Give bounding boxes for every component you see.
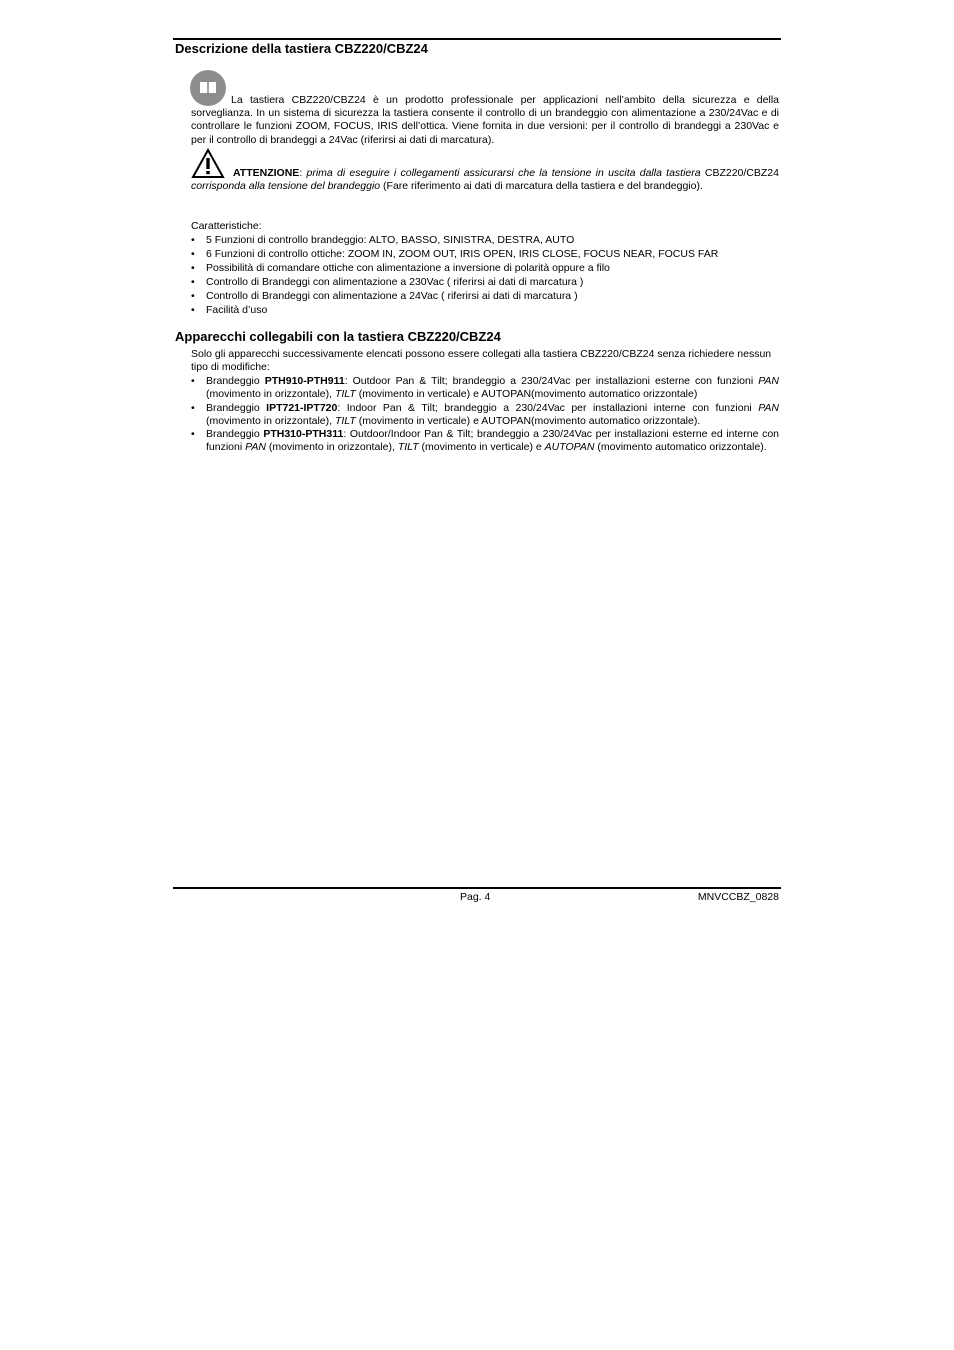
- page-number: Pag. 4: [460, 891, 491, 903]
- section-heading-description: Descrizione della tastiera CBZ220/CBZ24: [175, 41, 428, 56]
- warning-italic-2: corrisponda alla tensione del brandeggio: [191, 180, 381, 193]
- model-name: IPT721-IPT720: [266, 401, 338, 414]
- warning-paragraph: [191, 167, 779, 193]
- intro-paragraph: La tastiera CBZ220/CBZ24 è un prodotto professionale per applicazioni nell’ambito della sicurezza e della sorveglianza. In un sistema di sicurezza la tastiera consente il controllo di un brandeggio con alimentazione a 230/24Vac e di controllare le funzioni ZOOM, FOCUS, IRIS dell’ottica. Viene fornita in due versioni: per il controllo di brandeggi a 230Vac e per il controllo di brandeggi a 24Vac (riferirsi ai dati di marcatura).: [191, 94, 779, 146]
- devices-list: [191, 375, 779, 455]
- list-item: • Controllo di Brandeggi con alimentazione a 24Vac ( riferirsi ai dati di marcatura ): [191, 290, 779, 304]
- list-item: • Brandeggio IPT721-IPT720: Indoor Pan & Tilt; brandeggio a 230/24Vac per installazioni interne con funzioni PAN (movimento in orizzontale), TILT (movimento in verticale) e AUTOPAN(movimento automatico orizzontale).: [191, 402, 779, 429]
- features-label: Caratteristiche:: [191, 220, 262, 232]
- warning-text-2: (Fare riferimento ai dati di marcatura della tastiera e del brandeggio).: [380, 180, 703, 193]
- warning-separator: :: [299, 167, 307, 179]
- top-rule: [173, 38, 781, 40]
- model-name: PTH310-PTH311: [263, 428, 344, 441]
- list-item: • Possibilità di comandare ottiche con alimentazione a inversione di polarità oppure a filo: [191, 262, 779, 276]
- list-item: • Brandeggio PTH310-PTH311: Outdoor/Indoor Pan & Tilt; brandeggio a 230/24Vac per installazioni esterne ed interne con funzioni PAN (movimento in orizzontale), TILT (movimento in verticale) e AUTOPAN (movimento automatico orizzontale).: [191, 428, 779, 455]
- warning-label: ATTENZIONE: [233, 167, 300, 179]
- devices-intro: Solo gli apparecchi successivamente elencati possono essere collegati alla tastiera CBZ220/CBZ24 senza richiedere nessun tipo di modifiche:: [191, 348, 772, 374]
- list-item: • 5 Funzioni di controllo brandeggio: ALTO, BASSO, SINISTRA, DESTRA, AUTO: [191, 234, 779, 248]
- list-item: • Controllo di Brandeggi con alimentazione a 230Vac ( riferirsi ai dati di marcatura ): [191, 276, 779, 290]
- list-item: • 6 Funzioni di controllo ottiche: ZOOM IN, ZOOM OUT, IRIS OPEN, IRIS CLOSE, FOCUS NEAR, FOCUS FAR: [191, 248, 779, 262]
- warning-italic-1: prima di eseguire i collegamenti assicurarsi che la tensione in uscita dalla tastiera: [306, 167, 701, 179]
- warning-text-1: CBZ220/CBZ24: [700, 167, 779, 179]
- document-code: MNVCCBZ_0828: [697, 891, 779, 903]
- model-name: PTH910-PTH911: [264, 375, 345, 387]
- list-item: • Brandeggio PTH910-PTH911: Outdoor Pan & Tilt; brandeggio a 230/24Vac per installazioni esterne con funzioni PAN (movimento in orizzontale), TILT (movimento in verticale) e AUTOPAN(movimento automatico orizzontale): [191, 375, 779, 402]
- list-item: • Facilità d’uso: [191, 304, 779, 318]
- section-heading-devices: Apparecchi collegabili con la tastiera CBZ220/CBZ24: [175, 329, 501, 344]
- features-list: [191, 234, 779, 317]
- bottom-rule: [173, 887, 781, 889]
